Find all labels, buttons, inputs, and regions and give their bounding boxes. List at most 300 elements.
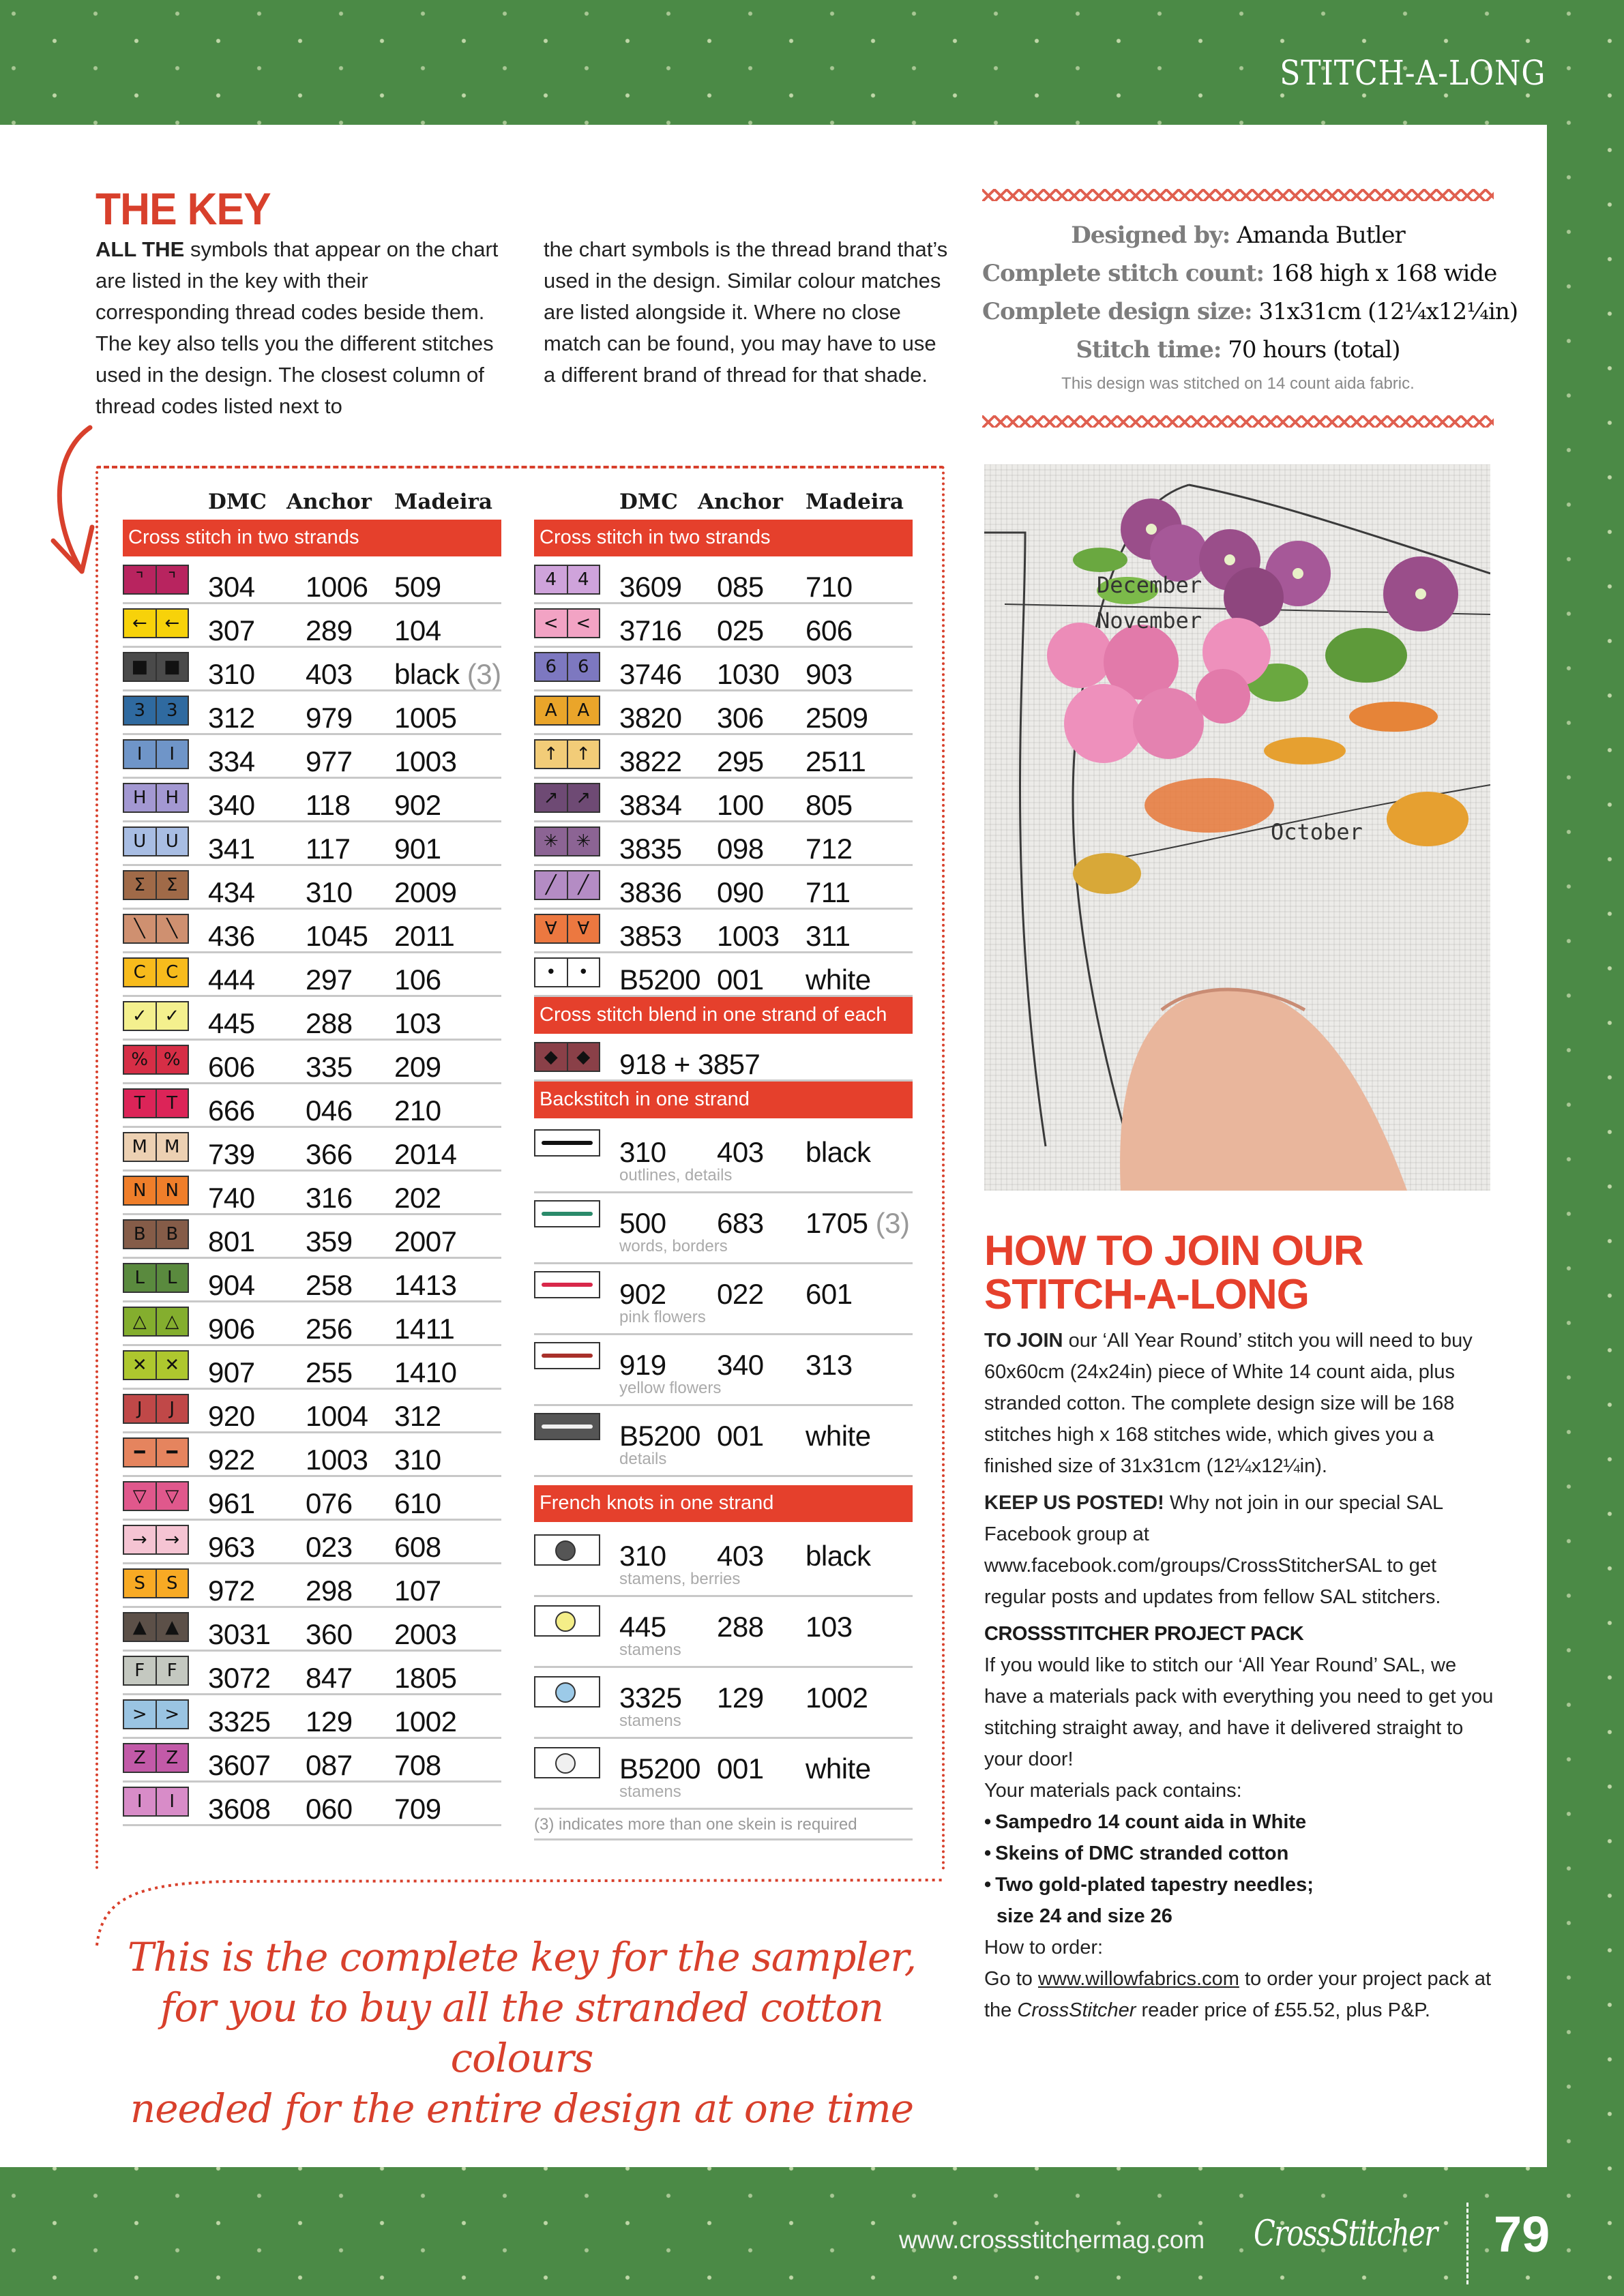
how-to-order: How to order: [984, 1937, 1104, 1958]
symbol-icon: % [156, 1046, 188, 1073]
backstitch-row [534, 1264, 913, 1335]
dmc-code: 3072 [208, 1662, 271, 1694]
hand [1120, 989, 1407, 1191]
pack-item-continued: size 24 and size 26 [996, 1905, 1172, 1927]
diamond-symbol-icon: ◆ [544, 1047, 558, 1067]
anchor-code: 298 [306, 1575, 353, 1607]
dmc-code: 304 [208, 571, 255, 603]
dmc-code: 666 [208, 1094, 255, 1127]
thread-row [123, 822, 501, 866]
madeira-value: 902 [394, 789, 441, 821]
symbol-icon: F [134, 1660, 145, 1681]
thread-row [534, 561, 913, 604]
usage-note: yellow flowers [619, 1379, 722, 1397]
symbol-icon: ✓ [132, 1006, 147, 1026]
pack-title: CROSSSTITCHER PROJECT PACK [984, 1623, 1304, 1645]
symbol-icon: F [156, 1657, 188, 1684]
anchor-code: 288 [306, 1007, 353, 1039]
symbol-icon: ━ [156, 1439, 188, 1466]
madeira-value: 313 [806, 1349, 853, 1381]
madeira-code [806, 1420, 871, 1452]
anchor-code: 098 [717, 833, 764, 865]
madeira-value: 708 [394, 1749, 441, 1781]
pack-item: • Two gold-plated tapestry needles; [984, 1874, 1314, 1896]
symbol-swatch [534, 652, 600, 682]
thread-row [534, 648, 913, 691]
design-info-box [982, 188, 1518, 429]
thread-row [123, 604, 501, 648]
madeira-code: 103 [806, 1611, 853, 1643]
header-anchor: Anchor [698, 490, 784, 514]
madeira-value: 2509 [806, 702, 868, 734]
curved-arrow-icon [48, 425, 102, 588]
symbol-swatch [123, 565, 189, 595]
thread-row [123, 997, 501, 1041]
header-dmc: DMC [208, 490, 267, 514]
symbol-swatch [123, 1656, 189, 1686]
madeira-value: 209 [394, 1051, 441, 1083]
madeira-code [394, 1007, 441, 1040]
backstitch-line-icon [542, 1283, 593, 1287]
madeira-code [394, 789, 441, 822]
madeira-code [394, 964, 441, 996]
madeira-value: 901 [394, 833, 441, 865]
madeira-value: 2011 [394, 920, 455, 952]
symbol-swatch [534, 565, 600, 595]
dmc-code: 3835 [619, 833, 682, 865]
anchor-code: 340 [717, 1349, 764, 1381]
dmc-code: 334 [208, 745, 255, 777]
madeira-value: 1413 [394, 1269, 457, 1301]
order-pre: Go to [984, 1968, 1033, 1990]
symbol-icon: 4 [567, 566, 600, 593]
thread-list-right [534, 561, 913, 997]
dmc-code: 906 [208, 1313, 255, 1345]
dmc-code: 963 [208, 1531, 255, 1563]
thread-row [534, 953, 913, 997]
order-brand: CrossStitcher [1017, 1999, 1136, 2021]
handwritten-note [95, 1932, 948, 2134]
thread-row [123, 1477, 501, 1521]
dmc-code: 445 [619, 1611, 666, 1643]
thread-row [123, 1084, 501, 1128]
symbol-swatch [123, 1743, 189, 1773]
anchor-code: 1045 [306, 920, 368, 952]
usage-note: stamens [619, 1712, 681, 1730]
madeira-code [394, 920, 454, 953]
anchor-code: 366 [306, 1138, 353, 1170]
backstitch-line-icon [542, 1425, 593, 1429]
symbol-icon: T [156, 1090, 188, 1117]
skein-count: (3) [467, 658, 501, 690]
thread-row [123, 779, 501, 822]
intro-lead: ALL THE [95, 237, 185, 261]
french-knot-list [534, 1526, 913, 1810]
section-title: STITCH-A-LONG [1279, 53, 1546, 93]
french-knot-dot-icon [555, 1682, 576, 1703]
thread-row [123, 1346, 501, 1390]
madeira-code [806, 789, 853, 822]
usage-note: stamens [619, 1783, 681, 1801]
thread-row [123, 735, 501, 779]
key-column-right [534, 490, 913, 1840]
madeira-value: 210 [394, 1094, 441, 1127]
symbol-icon: 6 [545, 657, 557, 677]
madeira-code [394, 745, 456, 778]
stitch-time-line [982, 331, 1494, 369]
footer-brand-logo: CrossStitcher [1254, 2213, 1437, 2254]
backstitch-swatch [534, 1200, 600, 1227]
label-december: December [1097, 572, 1202, 598]
symbol-swatch [534, 826, 600, 856]
symbol-swatch [123, 1437, 189, 1467]
anchor-code: 255 [306, 1356, 353, 1388]
symbol-icon: ■ [156, 653, 188, 681]
thread-row [123, 1564, 501, 1608]
madeira-value: 711 [806, 876, 851, 908]
thread-row [123, 1608, 501, 1652]
symbol-icon: ← [156, 610, 188, 637]
thread-row [534, 822, 913, 866]
knot-swatch [534, 1676, 600, 1708]
symbol-icon: H [156, 784, 188, 811]
order-post: reader price of £55.52, plus P&P. [1141, 1999, 1430, 2021]
madeira-code [806, 876, 850, 909]
symbol-icon: Σ [134, 875, 145, 895]
symbol-icon: M [132, 1137, 147, 1157]
french-knot-row [534, 1739, 913, 1810]
dmc-code: 3607 [208, 1749, 271, 1781]
dmc-code: 907 [208, 1356, 255, 1388]
symbol-swatch [123, 696, 189, 726]
symbol-icon: L [134, 1268, 145, 1288]
symbol-icon: ▲ [132, 1617, 147, 1637]
stitching-photo [984, 464, 1490, 1191]
madeira-code [394, 1793, 441, 1825]
dmc-code: 500 [619, 1207, 666, 1239]
backstitch-line-icon [542, 1354, 593, 1358]
embroidery-illustration [984, 464, 1490, 1191]
symbol-icon: U [156, 828, 188, 855]
thread-row [123, 1259, 501, 1302]
symbol-swatch [123, 914, 189, 944]
note-line: for you to buy all the stranded cotton colours [160, 1984, 883, 2081]
thread-row [123, 648, 501, 691]
madeira-value: 1805 [394, 1662, 457, 1694]
anchor-code: 129 [306, 1705, 353, 1738]
anchor-code: 1004 [306, 1400, 368, 1432]
dmc-code: 3834 [619, 789, 682, 821]
usage-note: stamens [619, 1641, 681, 1659]
symbol-icon: S [156, 1570, 188, 1597]
anchor-code: 979 [306, 702, 353, 734]
anchor-code: 847 [306, 1662, 353, 1694]
order-mid: to order your project pack at the [984, 1968, 1492, 2021]
posted-text: Why not join in our special SAL Facebook group at www.facebook.com/groups/CrossStitcherSAL to get regular posts and updates from fellow SAL stitchers. [984, 1492, 1443, 1608]
symbol-icon: ╲ [134, 919, 145, 939]
symbol-icon: J [156, 1395, 188, 1422]
symbol-icon: ✕ [132, 1355, 147, 1375]
thread-row [534, 735, 913, 779]
dmc-code: 3325 [619, 1682, 682, 1714]
thread-row [123, 1652, 501, 1695]
knot-swatch [534, 1605, 600, 1637]
madeira-code [806, 920, 850, 953]
madeira-code [394, 1313, 454, 1345]
madeira-code [806, 614, 853, 647]
madeira-value: 2014 [394, 1138, 457, 1170]
dmc-code: 3822 [619, 745, 682, 777]
french-knot-row [534, 1597, 913, 1668]
madeira-value: 1002 [394, 1705, 457, 1738]
anchor-code: 288 [717, 1611, 764, 1643]
anchor-code: 403 [306, 658, 353, 690]
symbol-icon: ━ [134, 1442, 145, 1463]
band-french-knots: French knots in one strand [534, 1485, 913, 1522]
madeira-code [394, 1618, 456, 1651]
dmc-code: 739 [208, 1138, 255, 1170]
thread-row [534, 866, 913, 910]
madeira-code [394, 1444, 441, 1476]
symbol-swatch [534, 957, 600, 987]
anchor-code: 289 [306, 614, 353, 646]
thread-row [123, 1128, 501, 1172]
symbol-icon: 4 [545, 569, 557, 590]
usage-note: words, borders [619, 1237, 728, 1255]
backstitch-row [534, 1335, 913, 1406]
symbol-icon: 3 [134, 700, 146, 721]
madeira-value: 2009 [394, 876, 457, 908]
anchor-code: 310 [306, 876, 353, 908]
label-october: October [1271, 819, 1363, 845]
posted-lead: KEEP US POSTED! [984, 1492, 1164, 1514]
madeira-value: 104 [394, 614, 441, 646]
madeira-code [394, 833, 441, 865]
dmc-code: 3031 [208, 1618, 271, 1650]
dmc-code: 307 [208, 614, 255, 646]
symbol-swatch [534, 783, 600, 813]
symbol-icon: △ [156, 1308, 188, 1335]
french-knot-row [534, 1526, 913, 1597]
blend-swatch [534, 1042, 600, 1072]
pack-contains: Your materials pack contains: [984, 1780, 1242, 1802]
symbol-icon: J [136, 1399, 143, 1419]
symbol-swatch [123, 608, 189, 638]
design-size-value: 31x31cm (12¼x12¼in) [1258, 298, 1518, 325]
symbol-icon: N [156, 1177, 188, 1204]
symbol-icon: A [544, 700, 557, 721]
symbol-icon: % [131, 1049, 149, 1070]
madeira-code: white [806, 1753, 871, 1785]
stitch-time-value: 70 hours (total) [1228, 336, 1400, 363]
dmc-code: 740 [208, 1182, 255, 1214]
thread-row [534, 691, 913, 735]
madeira-code [394, 1531, 441, 1564]
madeira-code [394, 614, 441, 647]
dmc-code: 3716 [619, 614, 682, 646]
backstitch-swatch [534, 1129, 600, 1157]
thread-row [123, 1521, 501, 1564]
column-headers [534, 490, 913, 520]
anchor-code: 001 [717, 964, 764, 996]
anchor-code: 359 [306, 1225, 353, 1257]
symbol-icon: ↗ [543, 788, 559, 808]
symbol-icon: 6 [567, 653, 600, 681]
dmc-code: 922 [208, 1444, 255, 1476]
madeira-value: 1410 [394, 1356, 457, 1388]
anchor-code: 085 [717, 571, 764, 603]
band-cross-stitch: Cross stitch in two strands [123, 520, 501, 556]
symbol-icon: ▽ [132, 1486, 147, 1506]
symbol-icon: M [156, 1133, 188, 1161]
symbol-icon: ↑ [543, 744, 559, 764]
posted-paragraph [984, 1487, 1503, 1613]
symbol-icon: ╱ [567, 871, 600, 899]
anchor-code: 046 [306, 1094, 353, 1127]
how-to-join-section [984, 1229, 1503, 2031]
dmc-code: 445 [208, 1007, 255, 1039]
intro-left-column [95, 234, 505, 422]
dmc-code: 3853 [619, 920, 682, 952]
french-knot-row [534, 1668, 913, 1739]
symbol-icon: ∀ [567, 915, 600, 942]
madeira-value: 1411 [394, 1313, 455, 1345]
footer-url[interactable]: www.crossstitchermag.com [899, 2226, 1205, 2254]
symbol-swatch [123, 739, 189, 769]
knot-swatch [534, 1747, 600, 1778]
anchor-code: 403 [717, 1136, 764, 1168]
note-line: This is the complete key for the sampler, [127, 1934, 917, 1980]
anchor-code: 090 [717, 876, 764, 908]
backstitch-swatch [534, 1342, 600, 1369]
symbol-swatch [534, 739, 600, 769]
symbol-icon: C [133, 962, 146, 983]
symbol-icon: N [133, 1180, 147, 1201]
willowfabrics-link[interactable]: www.willowfabrics.com [1038, 1968, 1239, 1990]
thread-row [123, 1695, 501, 1739]
madeira-code [394, 1269, 456, 1302]
thread-row [123, 953, 501, 997]
join-title-line2: STITCH-A-LONG [984, 1271, 1310, 1318]
thread-list-left [123, 561, 501, 1826]
madeira-code [394, 1705, 456, 1738]
stitch-count-line [982, 254, 1497, 293]
madeira-code [806, 702, 868, 734]
madeira-code [806, 1349, 853, 1382]
anchor-code: 001 [717, 1753, 764, 1785]
pack-item-text: Sampedro 14 count aida in White [995, 1811, 1307, 1833]
anchor-code: 335 [306, 1051, 353, 1083]
madeira-value: white [806, 1420, 871, 1452]
dmc-code: 3608 [208, 1793, 271, 1825]
anchor-code: 1003 [306, 1444, 368, 1476]
dmc-code: 310 [208, 658, 255, 690]
madeira-value: 2007 [394, 1225, 457, 1257]
symbol-swatch [123, 1699, 189, 1729]
page-number: 79 [1494, 2206, 1550, 2263]
join-paragraph [984, 1325, 1503, 1482]
madeira-value: 606 [806, 614, 853, 646]
thread-row [123, 1433, 501, 1477]
symbol-swatch [123, 652, 189, 682]
knot-swatch [534, 1534, 600, 1566]
dmc-code: B5200 [619, 964, 700, 996]
dmc-code: B5200 [619, 1753, 700, 1785]
anchor-code: 117 [306, 833, 351, 865]
symbol-icon: • [567, 959, 600, 986]
symbol-swatch [123, 1612, 189, 1642]
madeira-value: 310 [394, 1444, 441, 1476]
symbol-icon: ╲ [156, 915, 188, 942]
madeira-value: 2003 [394, 1618, 457, 1650]
backstitch-row [534, 1122, 913, 1193]
page-panel [0, 125, 1547, 2167]
madeira-value: 1005 [394, 702, 457, 734]
symbol-swatch [123, 1307, 189, 1337]
dmc-code: B5200 [619, 1420, 700, 1452]
symbol-swatch [123, 1394, 189, 1424]
symbol-swatch [123, 1263, 189, 1293]
madeira-value: black [394, 658, 460, 690]
header-anchor: Anchor [286, 490, 372, 514]
anchor-code: 001 [717, 1420, 764, 1452]
madeira-value: 106 [394, 964, 441, 996]
stitch-count-label: Complete stitch count: [982, 260, 1265, 287]
anchor-code: 076 [306, 1487, 353, 1519]
dmc-code: 3746 [619, 658, 682, 690]
anchor-code: 022 [717, 1278, 764, 1310]
symbol-icon: ╱ [545, 875, 557, 895]
thread-row [123, 1739, 501, 1783]
madeira-value: 903 [806, 658, 853, 690]
dmc-code: 340 [208, 789, 255, 821]
design-size-line [982, 293, 1518, 331]
dmc-code: 902 [619, 1278, 666, 1310]
dmc-code: 3836 [619, 876, 682, 908]
dmc-code: 920 [208, 1400, 255, 1432]
madeira-code [806, 658, 853, 691]
madeira-code [806, 833, 853, 865]
symbol-icon: △ [132, 1311, 147, 1332]
madeira-value: 311 [806, 920, 851, 952]
thread-row [123, 1215, 501, 1259]
symbol-icon: ← [132, 613, 147, 633]
symbol-icon: ⌝ [156, 566, 188, 593]
band-blend: Cross stitch blend in one strand of each [534, 997, 913, 1034]
symbol-icon: C [156, 959, 188, 986]
diamond-symbol-icon: ◆ [567, 1043, 600, 1071]
intro-right-text: the chart symbols is the thread brand that’s used in the design. Similar colour matches are listed alongside it. Where no close match can be found, you may have to use a different brand of thread for that shade. [544, 237, 948, 387]
thread-row [123, 1172, 501, 1215]
dmc-code: 606 [208, 1051, 255, 1083]
pack-intro: If you would like to stitch our ‘All Year Round’ SAL, we have a materials pack with everything you need to get you stitching straight away, and have it delivered straight to your door! [984, 1654, 1494, 1770]
madeira-code: black [806, 1540, 871, 1572]
anchor-code: 297 [306, 964, 353, 996]
symbol-icon: ✕ [156, 1352, 188, 1379]
dmc-code: 801 [208, 1225, 255, 1257]
order-text [984, 1963, 1503, 2026]
madeira-code [394, 658, 501, 691]
anchor-code: 256 [306, 1313, 353, 1345]
footer-separator [1466, 2203, 1468, 2284]
dmc-code: 444 [208, 964, 255, 996]
key-title: THE KEY [95, 183, 271, 234]
column-headers [123, 490, 501, 520]
blend-row [534, 1038, 913, 1082]
madeira-value: 2511 [806, 745, 866, 777]
backstitch-row [534, 1406, 913, 1477]
zigzag-divider-top [982, 188, 1494, 203]
